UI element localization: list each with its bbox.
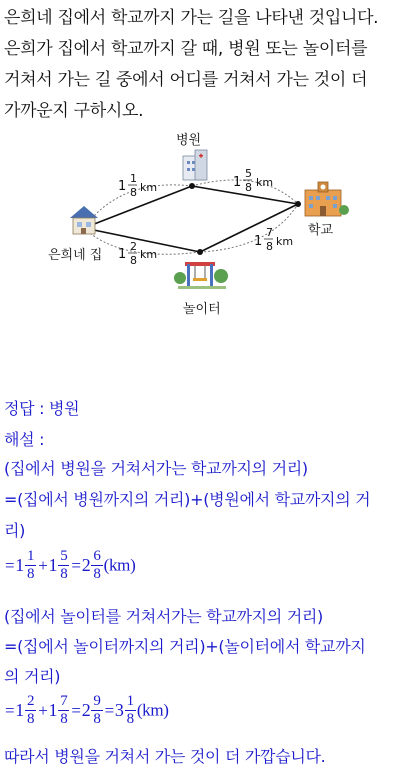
svg-text:1: 1 (118, 247, 127, 262)
svg-text:8: 8 (130, 186, 137, 199)
playground-label: 놀이터 (183, 302, 221, 317)
svg-text:km: km (140, 181, 158, 194)
school-icon (305, 182, 349, 216)
explanation-line-2: =(집에서 병원까지의 거리)+(병원에서 학교까지의 거 (4, 490, 371, 509)
route-diagram (0, 120, 400, 320)
problem-line-4: 가까운지 구하시오. (4, 101, 144, 121)
explanation-line-1: (집에서 병원을 거쳐서가는 학교까지의 거리) (4, 459, 308, 478)
answer-label: 정답 : 병원 (4, 399, 80, 418)
problem-line-2: 은희가 집에서 학교까지 갈 때, 병원 또는 놀이터를 (4, 39, 368, 59)
explanation-line-6: 의 거리) (4, 667, 61, 686)
svg-text:7: 7 (266, 226, 273, 239)
svg-text:1: 1 (254, 234, 263, 249)
calculation-2: =1 $\frac{2}{8}$ +1 $\frac{7}{8}$ =2 $\frac{9}{8}$ =3 $\frac{1}{8}$ (km) (5, 693, 169, 727)
explanation-line-3: 리) (4, 521, 26, 540)
svg-text:km: km (276, 235, 294, 248)
svg-text:8: 8 (245, 181, 252, 194)
distance-label-home-playground (118, 240, 157, 267)
svg-text:1: 1 (118, 179, 127, 194)
hospital-icon (183, 150, 207, 180)
svg-text:8: 8 (266, 240, 273, 253)
calculation-1: =1 $\frac{1}{8}$ +1 $\frac{5}{8}$ =2 $\frac{6}{8}$ (km) (5, 548, 136, 582)
explanation-line-5: =(집에서 놀이터까지의 거리)+(놀이터에서 학교까지 (4, 637, 366, 656)
route-home-hospital (84, 186, 192, 228)
svg-text:2: 2 (130, 240, 137, 253)
hospital-label: 병원 (176, 133, 202, 148)
hospital-point (189, 183, 195, 189)
school-point (295, 201, 301, 207)
svg-text:5: 5 (245, 167, 252, 180)
explanation-line-4: (집에서 놀이터를 거쳐서가는 학교까지의 거리) (4, 607, 323, 626)
svg-text:1: 1 (233, 175, 242, 190)
conclusion-line: 따라서 병원을 거쳐서 가는 것이 더 가깝습니다. (4, 747, 326, 766)
playground-icon (174, 262, 228, 289)
playground-point (197, 249, 203, 255)
svg-text:1: 1 (130, 172, 137, 185)
problem-line-3: 거쳐서 가는 길 중에서 어디를 거쳐서 가는 것이 더 (4, 70, 368, 90)
house-icon (70, 206, 98, 234)
svg-text:8: 8 (130, 254, 137, 267)
svg-text:km: km (140, 248, 158, 261)
school-label: 학교 (308, 223, 334, 238)
distance-label-hospital-school (233, 167, 273, 194)
problem-line-1: 은희네 집에서 학교까지 가는 길을 나타낸 것입니다. (4, 8, 379, 28)
explanation-label: 해설 : (4, 430, 45, 449)
home-label: 은희네 집 (48, 248, 103, 263)
svg-text:km: km (256, 176, 274, 189)
